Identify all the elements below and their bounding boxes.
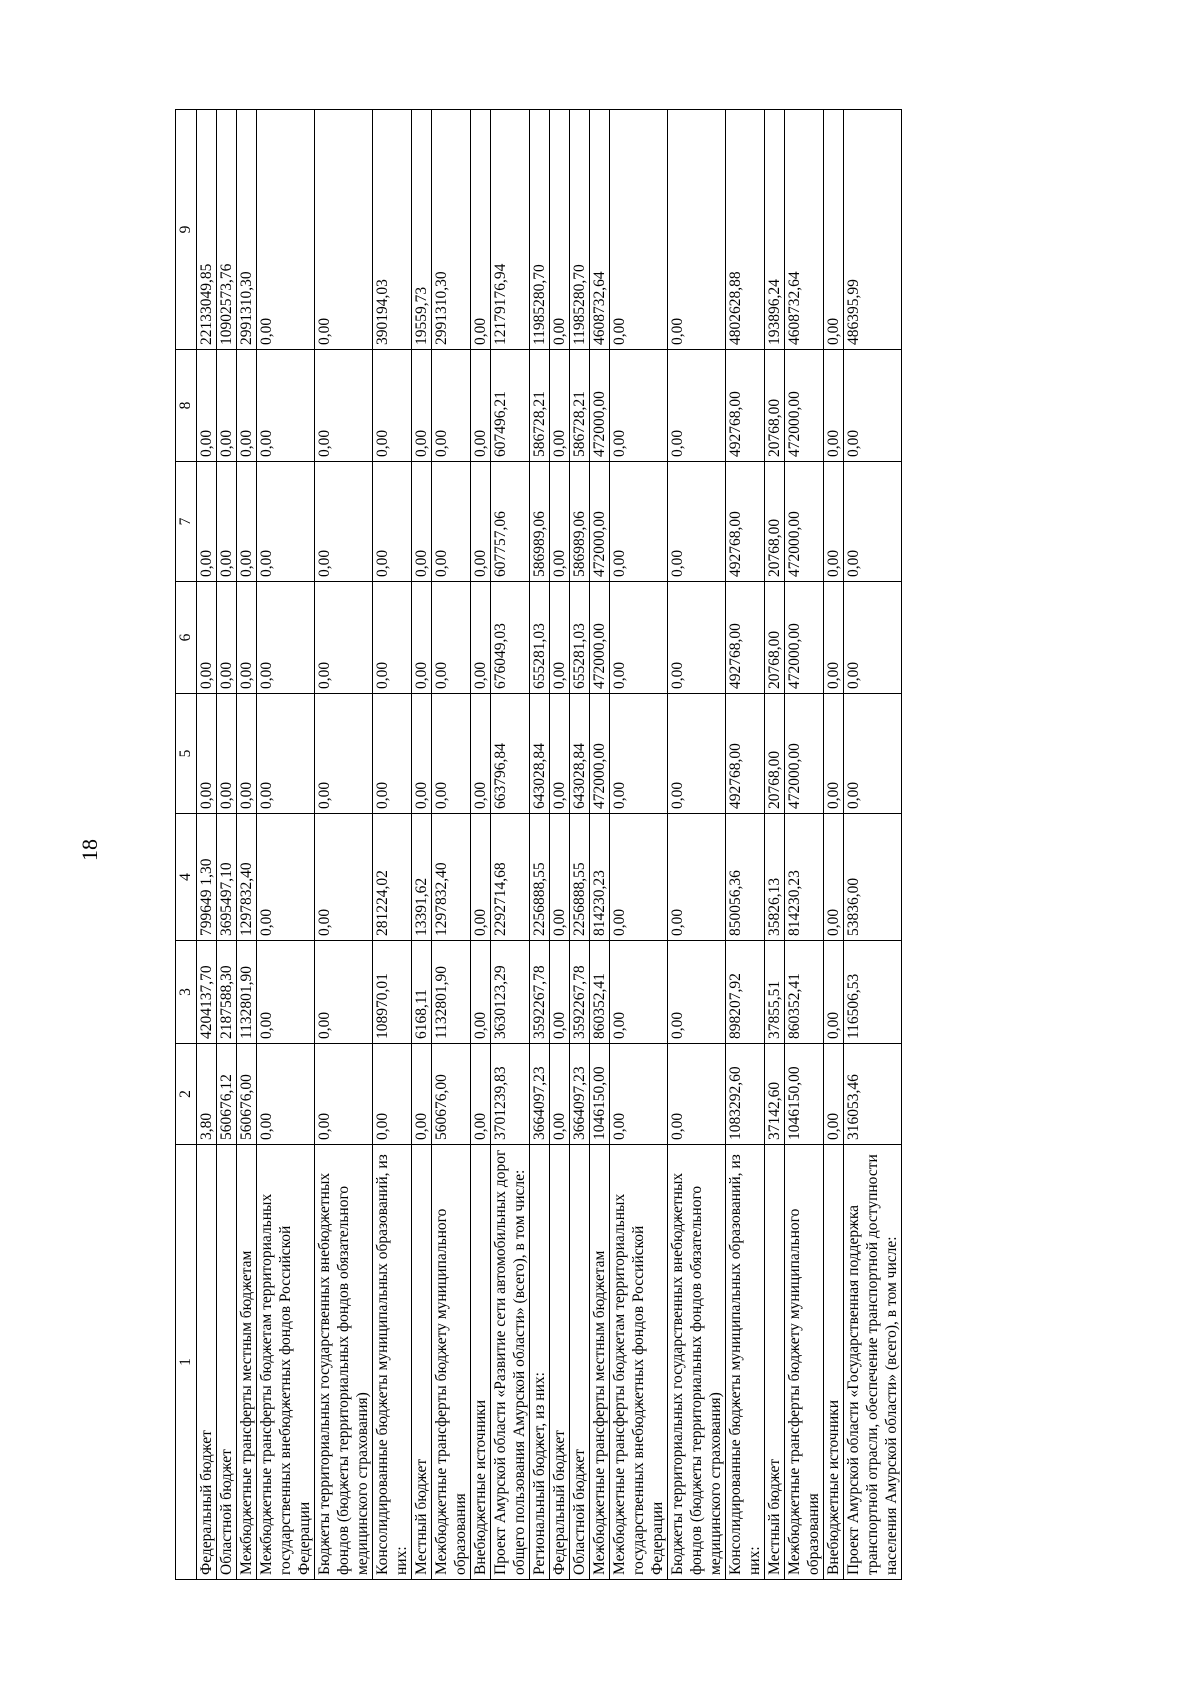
cell-value: 586989,06 (530, 462, 550, 582)
column-header-9: 9 (176, 110, 197, 350)
cell-value: 10902573,76 (217, 110, 237, 350)
row-label: Федеральный бюджет (550, 1145, 570, 1580)
cell-value: 0,00 (610, 462, 668, 582)
cell-value: 0,00 (668, 814, 726, 941)
cell-value: 0,00 (844, 462, 902, 582)
cell-value: 12179176,94 (491, 110, 530, 350)
cell-value: 0,00 (550, 1044, 570, 1145)
row-label: Межбюджетные трансферты местным бюджетам (237, 1145, 257, 1580)
table-row (668, 110, 726, 1580)
column-header-1: 1 (176, 1145, 197, 1580)
table-row (197, 110, 217, 1580)
cell-value: 0,00 (257, 582, 315, 694)
cell-value: 0,00 (824, 110, 844, 350)
row-label: Проект Амурской области «Развитие сети автомобильных дорог общего пользования Амурской области» (всего), в том числе: (491, 1145, 530, 1580)
cell-value: 472000,00 (590, 462, 610, 582)
row-label: Региональный бюджет, из них: (530, 1145, 550, 1580)
cell-value: 193896,24 (765, 110, 785, 350)
cell-value: 0,00 (257, 694, 315, 814)
cell-value: 0,00 (471, 350, 491, 462)
cell-value: 0,00 (550, 110, 570, 350)
cell-value: 0,00 (610, 814, 668, 941)
cell-value: 0,00 (668, 694, 726, 814)
table-body (197, 110, 902, 1580)
cell-value: 3630123,29 (491, 941, 530, 1044)
cell-value: 0,00 (257, 110, 315, 350)
cell-value: 486395,99 (844, 110, 902, 350)
cell-value: 2256888,55 (530, 814, 550, 941)
row-label: Межбюджетные трансферты бюджетам территориальных государственных внебюджетных фондов Российской Федерации (257, 1145, 315, 1580)
table-row (824, 110, 844, 1580)
cell-value: 560676,12 (217, 1044, 237, 1145)
cell-value: 0,00 (824, 1044, 844, 1145)
column-header-5: 5 (176, 694, 197, 814)
table-row (257, 110, 315, 1580)
cell-value: 0,00 (315, 462, 373, 582)
cell-value: 0,00 (550, 582, 570, 694)
cell-value: 37142,60 (765, 1044, 785, 1145)
cell-value: 6168,11 (412, 941, 432, 1044)
cell-value: 0,00 (257, 350, 315, 462)
cell-value: 472000,00 (590, 694, 610, 814)
cell-value: 0,00 (471, 941, 491, 1044)
column-header-8: 8 (176, 350, 197, 462)
cell-value: 0,00 (432, 582, 471, 694)
row-label: Консолидированные бюджеты муниципальных образований, из них: (373, 1145, 412, 1580)
cell-value: 3,80 (197, 1044, 217, 1145)
cell-value: 1297832,40 (237, 814, 257, 941)
cell-value: 655281,03 (530, 582, 550, 694)
cell-value: 0,00 (668, 582, 726, 694)
table-row (570, 110, 590, 1580)
table-row (471, 110, 491, 1580)
row-label: Межбюджетные трансферты бюджетам территориальных государственных внебюджетных фондов Российской Федерации (610, 1145, 668, 1580)
cell-value: 0,00 (668, 462, 726, 582)
cell-value: 1046150,00 (590, 1044, 610, 1145)
cell-value: 607496,21 (491, 350, 530, 462)
cell-value: 0,00 (315, 941, 373, 1044)
row-label: Внебюджетные источники (824, 1145, 844, 1580)
cell-value: 0,00 (610, 1044, 668, 1145)
cell-value: 20768,00 (765, 582, 785, 694)
cell-value: 0,00 (844, 582, 902, 694)
cell-value: 0,00 (610, 350, 668, 462)
cell-value: 3664097,23 (530, 1044, 550, 1145)
cell-value: 0,00 (373, 462, 412, 582)
cell-value: 1083292,60 (726, 1044, 765, 1145)
cell-value: 0,00 (373, 582, 412, 694)
cell-value: 643028,84 (530, 694, 550, 814)
cell-value: 0,00 (844, 350, 902, 462)
cell-value: 472000,00 (590, 350, 610, 462)
cell-value: 0,00 (315, 1044, 373, 1145)
cell-value: 492768,00 (726, 350, 765, 462)
table-row (726, 110, 765, 1580)
cell-value: 0,00 (471, 1044, 491, 1145)
row-label: Межбюджетные трансферты бюджету муниципального образования (785, 1145, 824, 1580)
cell-value: 0,00 (550, 350, 570, 462)
cell-value: 3664097,23 (570, 1044, 590, 1145)
cell-value: 850056,36 (726, 814, 765, 941)
cell-value: 0,00 (257, 462, 315, 582)
cell-value: 814230,23 (590, 814, 610, 941)
cell-value: 0,00 (412, 694, 432, 814)
cell-value: 492768,00 (726, 462, 765, 582)
table-header-row (176, 110, 197, 1580)
cell-value: 492768,00 (726, 582, 765, 694)
cell-value: 0,00 (471, 582, 491, 694)
cell-value: 53836,00 (844, 814, 902, 941)
column-header-7: 7 (176, 462, 197, 582)
cell-value: 0,00 (412, 582, 432, 694)
cell-value: 492768,00 (726, 694, 765, 814)
row-label: Областной бюджет (570, 1145, 590, 1580)
cell-value: 0,00 (432, 350, 471, 462)
column-header-6: 6 (176, 582, 197, 694)
table-row (432, 110, 471, 1580)
cell-value: 0,00 (550, 941, 570, 1044)
cell-value: 1297832,40 (432, 814, 471, 941)
row-label: Межбюджетные трансферты местным бюджетам (590, 1145, 610, 1580)
table-row (373, 110, 412, 1580)
cell-value: 20768,00 (765, 350, 785, 462)
cell-value: 4204137,70 (197, 941, 217, 1044)
cell-value: 1132801,90 (237, 941, 257, 1044)
cell-value: 316053,46 (844, 1044, 902, 1145)
cell-value: 472000,00 (785, 350, 824, 462)
cell-value: 35826,13 (765, 814, 785, 941)
page-number: 18 (77, 839, 102, 861)
budget-table (175, 109, 902, 1580)
cell-value: 11985280,70 (570, 110, 590, 350)
cell-value: 2991310,30 (432, 110, 471, 350)
table-row (412, 110, 432, 1580)
cell-value: 0,00 (315, 694, 373, 814)
cell-value: 0,00 (412, 350, 432, 462)
cell-value: 0,00 (668, 110, 726, 350)
cell-value: 0,00 (610, 582, 668, 694)
cell-value: 116506,53 (844, 941, 902, 1044)
table-row (844, 110, 902, 1580)
cell-value: 0,00 (315, 582, 373, 694)
cell-value: 2991310,30 (237, 110, 257, 350)
cell-value: 0,00 (824, 462, 844, 582)
cell-value: 898207,92 (726, 941, 765, 1044)
cell-value: 1046150,00 (785, 1044, 824, 1145)
cell-value: 643028,84 (570, 694, 590, 814)
cell-value: 586728,21 (530, 350, 550, 462)
cell-value: 676049,03 (491, 582, 530, 694)
cell-value: 472000,00 (590, 582, 610, 694)
cell-value: 0,00 (824, 582, 844, 694)
row-label: Бюджеты территориальных государственных внебюджетных фондов (бюджеты территориальных фондов обязательного медицинского страхования) (668, 1145, 726, 1580)
table-row (610, 110, 668, 1580)
cell-value: 0,00 (237, 694, 257, 814)
cell-value: 0,00 (237, 350, 257, 462)
cell-value: 472000,00 (785, 694, 824, 814)
cell-value: 0,00 (217, 350, 237, 462)
rotated-table-container (175, 110, 1035, 1580)
cell-value: 0,00 (824, 694, 844, 814)
cell-value: 0,00 (824, 350, 844, 462)
row-label: Внебюджетные источники (471, 1145, 491, 1580)
cell-value: 0,00 (315, 814, 373, 941)
cell-value: 2292714,68 (491, 814, 530, 941)
cell-value: 0,00 (471, 462, 491, 582)
row-label: Межбюджетные трансферты бюджету муниципального образования (432, 1145, 471, 1580)
cell-value: 108970,01 (373, 941, 412, 1044)
cell-value: 655281,03 (570, 582, 590, 694)
cell-value: 4608732,64 (590, 110, 610, 350)
cell-value: 0,00 (471, 814, 491, 941)
cell-value: 3592267,78 (530, 941, 550, 1044)
cell-value: 0,00 (237, 462, 257, 582)
cell-value: 586989,06 (570, 462, 590, 582)
cell-value: 2256888,55 (570, 814, 590, 941)
cell-value: 0,00 (217, 462, 237, 582)
cell-value: 860352,41 (590, 941, 610, 1044)
table-row (550, 110, 570, 1580)
cell-value: 0,00 (412, 1044, 432, 1145)
cell-value: 0,00 (550, 694, 570, 814)
cell-value: 0,00 (432, 462, 471, 582)
cell-value: 4608732,64 (785, 110, 824, 350)
table-row (785, 110, 824, 1580)
cell-value: 860352,41 (785, 941, 824, 1044)
cell-value: 3695497,10 (217, 814, 237, 941)
cell-value: 22133049,85 (197, 110, 217, 350)
cell-value: 1132801,90 (432, 941, 471, 1044)
cell-value: 0,00 (610, 941, 668, 1044)
cell-value: 0,00 (668, 1044, 726, 1145)
cell-value: 607757,06 (491, 462, 530, 582)
cell-value: 0,00 (412, 462, 432, 582)
cell-value: 0,00 (217, 694, 237, 814)
cell-value: 0,00 (217, 582, 237, 694)
row-label: Проект Амурской области «Государственная поддержка транспортной отрасли, обеспечение транспортной доступности населения Амурской области» (всего), в том числе: (844, 1145, 902, 1580)
cell-value: 11985280,70 (530, 110, 550, 350)
cell-value: 560676,00 (237, 1044, 257, 1145)
cell-value: 663796,84 (491, 694, 530, 814)
row-label: Местный бюджет (765, 1145, 785, 1580)
cell-value: 0,00 (197, 350, 217, 462)
row-label: Областной бюджет (217, 1145, 237, 1580)
cell-value: 13391,62 (412, 814, 432, 941)
cell-value: 0,00 (610, 694, 668, 814)
cell-value: 0,00 (373, 350, 412, 462)
cell-value: 20768,00 (765, 694, 785, 814)
table-row (590, 110, 610, 1580)
cell-value: 472000,00 (785, 582, 824, 694)
cell-value: 390194,03 (373, 110, 412, 350)
cell-value: 0,00 (257, 941, 315, 1044)
cell-value: 0,00 (315, 350, 373, 462)
cell-value: 0,00 (668, 350, 726, 462)
column-header-3: 3 (176, 941, 197, 1044)
row-label: Федеральный бюджет (197, 1145, 217, 1580)
row-label: Бюджеты территориальных государственных внебюджетных фондов (бюджеты территориальных фондов обязательного медицинского страхования) (315, 1145, 373, 1580)
cell-value: 2187588,30 (217, 941, 237, 1044)
table-row (217, 110, 237, 1580)
cell-value: 0,00 (197, 582, 217, 694)
cell-value: 0,00 (824, 941, 844, 1044)
cell-value: 814230,23 (785, 814, 824, 941)
column-header-2: 2 (176, 1044, 197, 1145)
cell-value: 37855,51 (765, 941, 785, 1044)
cell-value: 0,00 (550, 462, 570, 582)
cell-value: 0,00 (471, 694, 491, 814)
column-header-4: 4 (176, 814, 197, 941)
cell-value: 19559,73 (412, 110, 432, 350)
cell-value: 0,00 (550, 814, 570, 941)
cell-value: 0,00 (315, 110, 373, 350)
cell-value: 281224,02 (373, 814, 412, 941)
table-row (530, 110, 550, 1580)
cell-value: 20768,00 (765, 462, 785, 582)
cell-value: 4802628,88 (726, 110, 765, 350)
cell-value: 472000,00 (785, 462, 824, 582)
cell-value: 0,00 (668, 941, 726, 1044)
cell-value: 0,00 (471, 110, 491, 350)
row-label: Консолидированные бюджеты муниципальных образований, из них: (726, 1145, 765, 1580)
cell-value: 0,00 (844, 694, 902, 814)
table-row (315, 110, 373, 1580)
cell-value: 0,00 (373, 694, 412, 814)
cell-value: 3701239,83 (491, 1044, 530, 1145)
cell-value: 0,00 (197, 694, 217, 814)
cell-value: 0,00 (824, 814, 844, 941)
cell-value: 3592267,78 (570, 941, 590, 1044)
cell-value: 0,00 (237, 582, 257, 694)
cell-value: 0,00 (257, 1044, 315, 1145)
cell-value: 0,00 (373, 1044, 412, 1145)
cell-value: 0,00 (432, 694, 471, 814)
row-label: Местный бюджет (412, 1145, 432, 1580)
table-row (765, 110, 785, 1580)
cell-value: 560676,00 (432, 1044, 471, 1145)
table-row (491, 110, 530, 1580)
cell-value: 586728,21 (570, 350, 590, 462)
cell-value: 0,00 (197, 462, 217, 582)
cell-value: 0,00 (610, 110, 668, 350)
table-row (237, 110, 257, 1580)
cell-value: 0,00 (257, 814, 315, 941)
cell-value: 799649 1,30 (197, 814, 217, 941)
